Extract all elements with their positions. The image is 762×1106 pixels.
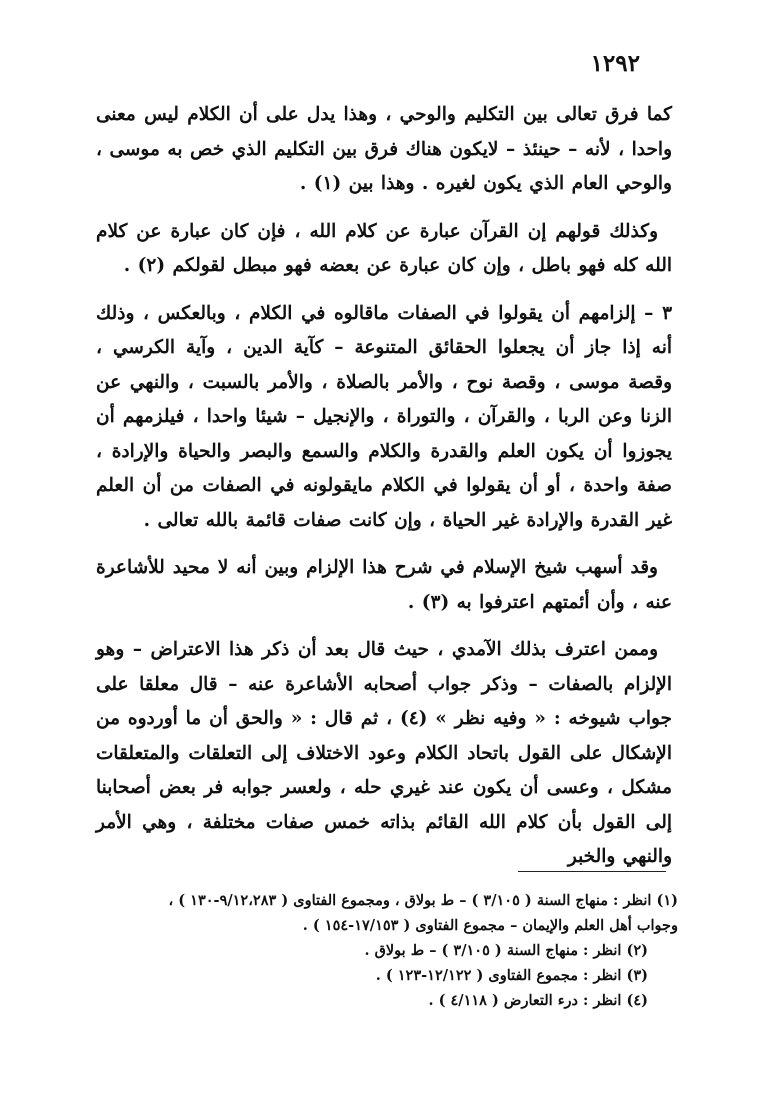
body-text bbox=[96, 98, 672, 888]
paragraph-2: وكذلك قولهم إن القرآن عبارة عن كلام الله ، فإن كان عبارة عن كلام الله كله فهو باطل ، وإن كان عبارة عن بعضه فهو مبطل لقولكم (٢) . bbox=[96, 220, 672, 276]
paragraph-5: وممن اعترف بذلك الآمدي ، حيث قال بعد أن ذكر هذا الاعتراض – وهو الإلزام بالصفات – وذكر جواب أصحابه الأشاعرة عنه – قال معلقا على جواب شيوخه : « وفيه نظر » (٤) ، ثم قال : « والحق أن ما أوردوه من الإشكال على القول باتحاد الكلام وعود الاختلاف إلى التعلقات والمتعلقات مشكل ، وعسى أن يكون عند غيري حله ، ولعسر جوابه فر بعض أصحابنا إلى القول بأن كلام الله القائم بذاته خمس صفات مختلفة ، وهي الأمر والنهي والخبر bbox=[96, 639, 672, 867]
footnote-1-line-2: وجواب أهل العلم والإيمان – مجموع الفتاوى ( ١٧/١٥٣-١٥٤ ) . bbox=[302, 917, 678, 934]
paragraph-1: كما فرق تعالى بين التكليم والوحي ، وهذا يدل على أن الكلام ليس معنى واحدا ، لأنه – حينئذ – لايكون هناك فرق بين التكليم الذي خص به موسى ، والوحي العام الذي يكون لغيره . وهذا بين (١) . bbox=[96, 104, 672, 194]
paragraph-4: وقد أسهب شيخ الإسلام في شرح هذا الإلزام وبين أنه لا محيد للأشاعرة عنه ، وأن أئمتهم اعترفوا به (٣) . bbox=[96, 557, 672, 613]
footnote-3: (٣) انظر : مجموع الفتاوى ( ١٢/١٢٢-١٢٣ ) . bbox=[375, 967, 648, 984]
footnotes bbox=[96, 888, 678, 1013]
footnote-2: (٢) انظر : منهاج السنة ( ٣/١٠٥ ) – ط بولاق . bbox=[364, 942, 648, 959]
page-number: ١٢٩٢ bbox=[590, 50, 640, 77]
footnote-divider bbox=[518, 871, 666, 872]
paragraph-3: ٣ – إلزامهم أن يقولوا في الصفات ماقالوه في الكلام ، وبالعكس ، وذلك أنه إذا جاز أن يجعلوا الحقائق المتنوعة – كآية الدين ، وآية الكرسي ، وقصة موسى ، وقصة نوح ، والأمر بالصلاة ، والأمر بالسبت ، والنهي عن الزنا وعن الربا ، والقرآن ، والتوراة ، والإنجيل – شيئا واحدا ، فيلزمهم أن يجوزوا أن يكون العلم والقدرة والكلام والسمع والبصر والحياة والإرادة ، صفة واحدة ، أو أن يقولوا في الكلام مايقولونه في الصفات من أن العلم غير القدرة والإرادة غير الحياة ، وإن كانت صفات قائمة بالله تعالى . bbox=[96, 302, 672, 531]
footnote-4: (٤) انظر : درء التعارض ( ٤/١١٨ ) . bbox=[428, 992, 648, 1009]
footnote-1-line-1: (١) انظر : منهاج السنة ( ٣/١٠٥ ) – ط بولاق ، ومجموع الفتاوى ( ٩/١٢،٢٨٣-١٣٠ ) ، bbox=[168, 892, 678, 909]
